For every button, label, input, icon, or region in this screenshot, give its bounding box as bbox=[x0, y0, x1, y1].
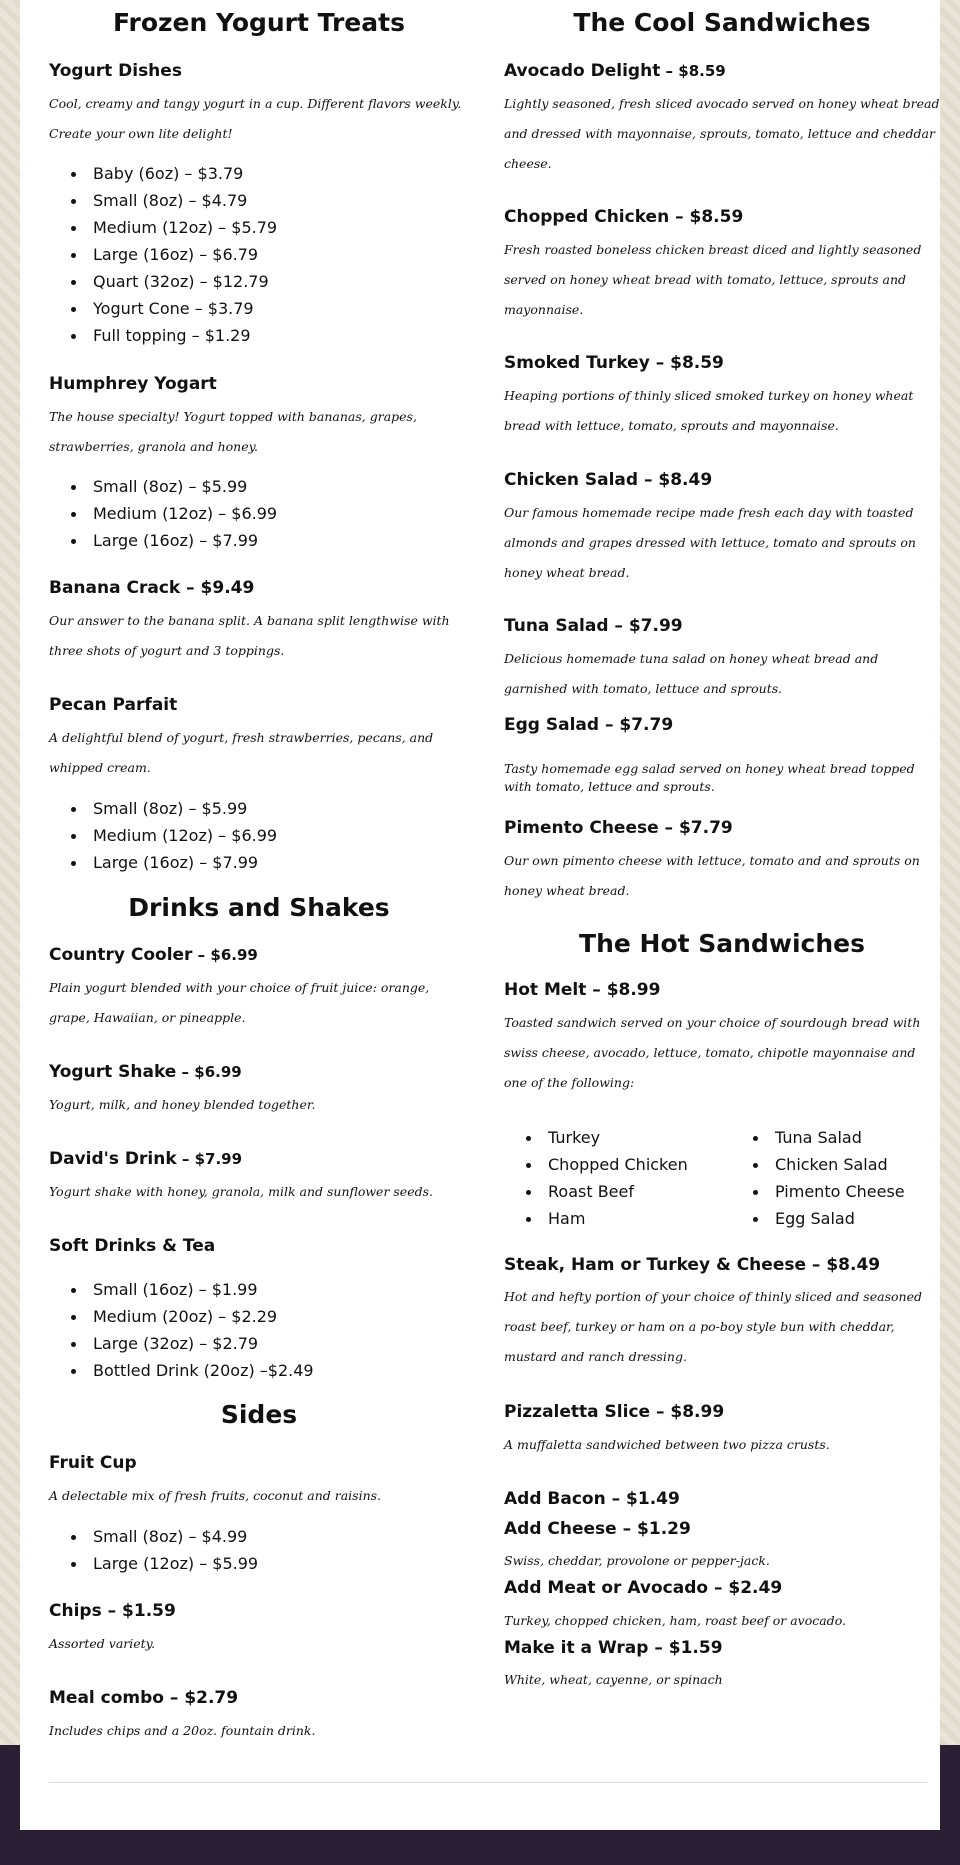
list-item: Large (16oz) – $7.99 bbox=[49, 849, 277, 876]
list-item: Large (12oz) – $5.99 bbox=[49, 1550, 258, 1577]
list-item: Small (16oz) – $1.99 bbox=[49, 1276, 314, 1303]
section-title-drinks: Drinks and Shakes bbox=[128, 893, 390, 922]
list-item: Ham bbox=[504, 1205, 688, 1232]
item-title-hot-melt: Hot Melt – $8.99 bbox=[504, 980, 661, 1000]
item-desc-pizzaletta: A muffaletta sandwiched between two pizza crusts. bbox=[504, 1437, 830, 1452]
item-title-tuna-salad: Tuna Salad – $7.99 bbox=[504, 616, 683, 636]
list-item: Large (16oz) – $6.79 bbox=[49, 241, 277, 268]
list-item: Large (16oz) – $7.99 bbox=[49, 527, 277, 554]
item-name: David's Drink bbox=[49, 1149, 177, 1169]
item-title-smoked-turkey: Smoked Turkey – $8.59 bbox=[504, 353, 724, 373]
item-desc-yogurt-shake: Yogurt, milk, and honey blended together. bbox=[49, 1097, 316, 1112]
list-item: Egg Salad bbox=[731, 1205, 905, 1232]
item-desc-chopped-chicken: Fresh roasted boneless chicken breast diced and lightly seasoned served on honey wheat bread with tomato, lettuce, sprouts and mayonnaise. bbox=[504, 242, 922, 317]
list-item: Quart (32oz) – $12.79 bbox=[49, 268, 277, 295]
item-title-soft-drinks: Soft Drinks & Tea bbox=[49, 1236, 216, 1256]
item-title-yogurt-shake bbox=[49, 1062, 242, 1082]
list-item: Pimento Cheese bbox=[731, 1178, 905, 1205]
item-title-pecan-parfait: Pecan Parfait bbox=[49, 695, 178, 715]
item-desc-meal-combo: Includes chips and a 20oz. fountain drink. bbox=[49, 1723, 316, 1738]
list-item: Small (8oz) – $5.99 bbox=[49, 795, 277, 822]
item-title-yogurt-dishes: Yogurt Dishes bbox=[49, 61, 182, 81]
item-desc-chicken-salad: Our famous homemade recipe made fresh each day with toasted almonds and grapes dressed with lettuce, tomato and sprouts on honey wheat bread. bbox=[504, 505, 916, 580]
list-item: Medium (20oz) – $2.29 bbox=[49, 1303, 314, 1330]
item-desc-smoked-turkey: Heaping portions of thinly sliced smoked turkey on honey wheat bread with lettuce, tomato, sprouts and mayonnaise. bbox=[504, 388, 914, 433]
item-title-meal-combo: Meal combo – $2.79 bbox=[49, 1688, 239, 1708]
item-price: – $8.59 bbox=[660, 62, 726, 80]
item-title-davids-drink bbox=[49, 1149, 242, 1169]
list-yogurt-dishes bbox=[49, 160, 277, 349]
item-desc-pecan-parfait: A delightful blend of yogurt, fresh strawberries, pecans, and whipped cream. bbox=[49, 730, 434, 775]
item-title-chopped-chicken: Chopped Chicken – $8.59 bbox=[504, 207, 744, 227]
item-desc-add-cheese: Swiss, cheddar, provolone or pepper-jack. bbox=[504, 1553, 770, 1568]
item-name: Yogurt Shake bbox=[49, 1062, 177, 1082]
item-title-add-cheese: Add Cheese – $1.29 bbox=[504, 1519, 691, 1539]
list-item: Large (32oz) – $2.79 bbox=[49, 1330, 314, 1357]
list-item: Medium (12oz) – $6.99 bbox=[49, 822, 277, 849]
item-title-egg-salad: Egg Salad – $7.79 bbox=[504, 715, 674, 735]
list-soft-drinks bbox=[49, 1276, 314, 1384]
list-item: Small (8oz) – $4.99 bbox=[49, 1523, 258, 1550]
list-item: Small (8oz) – $4.79 bbox=[49, 187, 277, 214]
list-item: Tuna Salad bbox=[731, 1124, 905, 1151]
list-item: Bottled Drink (20oz) –$2.49 bbox=[49, 1357, 314, 1384]
item-desc-humphrey: The house specialty! Yogurt topped with bananas, grapes, strawberries, granola and honey. bbox=[49, 409, 417, 454]
item-title-pimento-cheese: Pimento Cheese – $7.79 bbox=[504, 818, 733, 838]
list-item: Yogurt Cone – $3.79 bbox=[49, 295, 277, 322]
item-desc-banana-crack: Our answer to the banana split. A banana split lengthwise with three shots of yogurt and 3 toppings. bbox=[49, 613, 450, 658]
item-desc-country-cooler: Plain yogurt blended with your choice of fruit juice: orange, grape, Hawaiian, or pineapple. bbox=[49, 980, 430, 1025]
list-item: Full topping – $1.29 bbox=[49, 322, 277, 349]
list-item: Medium (12oz) – $5.79 bbox=[49, 214, 277, 241]
list-item: Medium (12oz) – $6.99 bbox=[49, 500, 277, 527]
item-price: – $7.99 bbox=[176, 1150, 243, 1168]
item-title-pizzaletta: Pizzaletta Slice – $8.99 bbox=[504, 1402, 725, 1422]
item-desc-yogurt-dishes: Cool, creamy and tangy yogurt in a cup. Different flavors weekly. Create your own lite delight! bbox=[49, 96, 462, 141]
menu-page bbox=[20, 0, 940, 1830]
item-desc-egg-salad: Tasty homemade egg salad served on honey wheat bread topped with tomato, lettuce and sprouts. bbox=[504, 761, 915, 794]
item-name: Country Cooler bbox=[49, 945, 193, 965]
item-desc-steak-ham-turkey: Hot and hefty portion of your choice of thinly sliced and seasoned roast beef, turkey or ham on a po-boy style bun with cheddar, mustard and ranch dressing. bbox=[504, 1289, 922, 1364]
item-title-country-cooler bbox=[49, 945, 258, 965]
list-hot-melt-options-b bbox=[731, 1124, 905, 1232]
item-desc-add-meat: Turkey, chopped chicken, ham, roast beef or avocado. bbox=[504, 1613, 846, 1628]
list-item: Roast Beef bbox=[504, 1178, 688, 1205]
item-title-add-meat: Add Meat or Avocado – $2.49 bbox=[504, 1578, 783, 1598]
item-desc-pimento-cheese: Our own pimento cheese with lettuce, tomato and and sprouts on honey wheat bread. bbox=[504, 853, 920, 898]
item-title-add-bacon: Add Bacon – $1.49 bbox=[504, 1489, 680, 1509]
item-title-humphrey: Humphrey Yogart bbox=[49, 374, 217, 394]
list-humphrey bbox=[49, 473, 277, 554]
item-desc-fruit-cup: A delectable mix of fresh fruits, coconut and raisins. bbox=[49, 1488, 382, 1503]
item-title-chips: Chips – $1.59 bbox=[49, 1601, 176, 1621]
item-title-steak-ham-turkey: Steak, Ham or Turkey & Cheese – $8.49 bbox=[504, 1255, 881, 1275]
item-title-chicken-salad: Chicken Salad – $8.49 bbox=[504, 470, 713, 490]
list-pecan-parfait bbox=[49, 795, 277, 876]
item-desc-tuna-salad: Delicious homemade tuna salad on honey wheat bread and garnished with tomato, lettuce and sprouts. bbox=[504, 651, 879, 696]
item-price: – $6.99 bbox=[192, 946, 258, 964]
list-item: Baby (6oz) – $3.79 bbox=[49, 160, 277, 187]
section-title-sides: Sides bbox=[220, 1400, 298, 1429]
section-title-frozen-yogurt: Frozen Yogurt Treats bbox=[113, 8, 405, 37]
item-desc-hot-melt: Toasted sandwich served on your choice of sourdough bread with swiss cheese, avocado, lettuce, tomato, chipotle mayonnaise and one of the following: bbox=[504, 1015, 921, 1090]
item-name: Avocado Delight bbox=[504, 61, 661, 81]
item-price: – $6.99 bbox=[176, 1063, 242, 1081]
section-title-cool-sandwiches: The Cool Sandwiches bbox=[573, 8, 871, 37]
list-item: Small (8oz) – $5.99 bbox=[49, 473, 277, 500]
list-fruit-cup bbox=[49, 1523, 258, 1577]
list-item: Turkey bbox=[504, 1124, 688, 1151]
list-item: Chopped Chicken bbox=[504, 1151, 688, 1178]
item-desc-make-wrap: White, wheat, cayenne, or spinach bbox=[504, 1672, 723, 1687]
item-title-fruit-cup: Fruit Cup bbox=[49, 1453, 137, 1473]
list-item: Chicken Salad bbox=[731, 1151, 905, 1178]
item-desc-chips: Assorted variety. bbox=[49, 1636, 156, 1651]
item-title-make-wrap: Make it a Wrap – $1.59 bbox=[504, 1638, 723, 1658]
item-title-banana-crack: Banana Crack – $9.49 bbox=[49, 578, 255, 598]
list-hot-melt-options-a bbox=[504, 1124, 688, 1232]
footer-divider bbox=[49, 1782, 927, 1783]
item-desc-avocado-delight: Lightly seasoned, fresh sliced avocado served on honey wheat bread and dressed with mayonnaise, sprouts, tomato, lettuce and cheddar cheese. bbox=[504, 96, 940, 171]
item-title-avocado-delight bbox=[504, 61, 726, 81]
item-desc-davids-drink: Yogurt shake with honey, granola, milk and sunflower seeds. bbox=[49, 1184, 433, 1199]
section-title-hot-sandwiches: The Hot Sandwiches bbox=[579, 929, 865, 958]
